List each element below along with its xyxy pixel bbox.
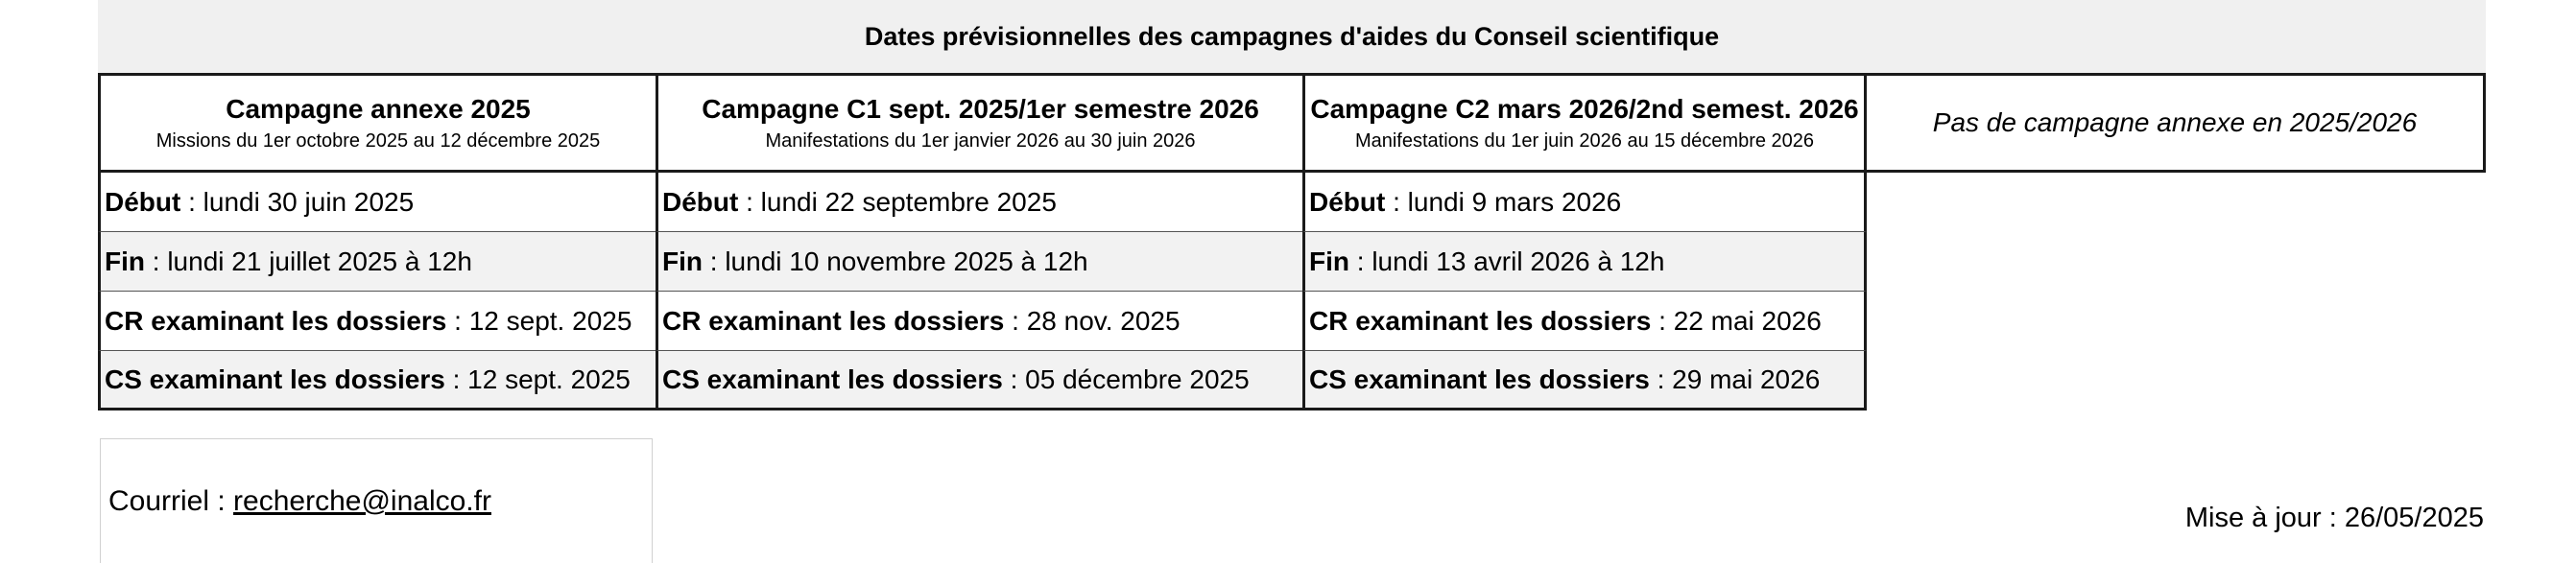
row-label: Début — [662, 186, 739, 217]
campaign-header — [656, 73, 1305, 173]
table-row — [1302, 292, 1867, 351]
table-row — [98, 292, 658, 351]
table-row — [656, 292, 1305, 351]
campaign-column — [1302, 173, 1867, 411]
row-value: : 12 sept. 2025 — [446, 305, 632, 336]
row-label: CR examinant les dossiers — [1309, 305, 1652, 336]
campaign-column — [656, 173, 1305, 411]
table-row — [98, 232, 658, 292]
row-label: CS examinant les dossiers — [1309, 364, 1650, 394]
campaign-subtitle: Manifestations du 1er juin 2026 au 15 décembre 2026 — [1354, 130, 1815, 152]
last-updated: Mise à jour : 26/05/2025 — [2184, 503, 2484, 533]
email-link[interactable]: recherche@inalco.fr — [233, 485, 491, 517]
row-label: Fin — [1309, 246, 1349, 276]
table-row — [656, 232, 1305, 292]
page-title-text: Dates prévisionnelles des campagnes d'aides du Conseil scientifique — [864, 21, 1720, 51]
row-value: : 12 sept. 2025 — [444, 364, 631, 394]
campaign-header — [98, 73, 658, 173]
row-value: : lundi 21 juillet 2025 à 12h — [145, 246, 472, 276]
no-annex-campaign-note — [1864, 73, 2486, 173]
table-row — [656, 173, 1305, 232]
table-row — [98, 351, 658, 411]
campaign-subtitle: Manifestations du 1er janvier 2026 au 30 juin 2026 — [765, 130, 1196, 152]
campaign-subtitle: Missions du 1er octobre 2025 au 12 décembre 2025 — [155, 130, 601, 152]
campaign-header — [1302, 73, 1867, 173]
row-label: Début — [105, 186, 181, 217]
row-label: CR examinant les dossiers — [662, 305, 1005, 336]
table-row — [1302, 351, 1867, 411]
row-value: : lundi 22 septembre 2025 — [738, 186, 1057, 217]
row-value: : lundi 30 juin 2025 — [180, 186, 415, 217]
row-label: Début — [1309, 186, 1386, 217]
page-title — [98, 0, 2486, 73]
row-value: : 22 mai 2026 — [1651, 305, 1822, 336]
row-label: CS examinant les dossiers — [105, 364, 445, 394]
table-row — [656, 351, 1305, 411]
contact-box — [100, 438, 653, 563]
row-value: : 28 nov. 2025 — [1004, 305, 1181, 336]
row-value: : lundi 10 novembre 2025 à 12h — [703, 246, 1088, 276]
row-label: CS examinant les dossiers — [662, 364, 1003, 394]
row-value: : lundi 9 mars 2026 — [1385, 186, 1622, 217]
table-row — [1302, 232, 1867, 292]
note-text: Pas de campagne annexe en 2025/2026 — [1932, 107, 2418, 137]
row-label: Fin — [105, 246, 145, 276]
campaign-column — [98, 173, 658, 411]
campaign-title: Campagne C2 mars 2026/2nd semest. 2026 — [1310, 94, 1859, 124]
row-value: : 05 décembre 2025 — [1002, 364, 1250, 394]
campaign-title: Campagne annexe 2025 — [226, 94, 531, 124]
row-label: CR examinant les dossiers — [105, 305, 447, 336]
table-row — [1302, 173, 1867, 232]
campaign-table — [98, 73, 2486, 412]
table-row — [98, 173, 658, 232]
row-value: : 29 mai 2026 — [1649, 364, 1821, 394]
row-label: Fin — [662, 246, 703, 276]
campaign-title: Campagne C1 sept. 2025/1er semestre 2026 — [702, 94, 1259, 124]
contact-label: Courriel : — [108, 485, 234, 517]
row-value: : lundi 13 avril 2026 à 12h — [1349, 246, 1665, 276]
